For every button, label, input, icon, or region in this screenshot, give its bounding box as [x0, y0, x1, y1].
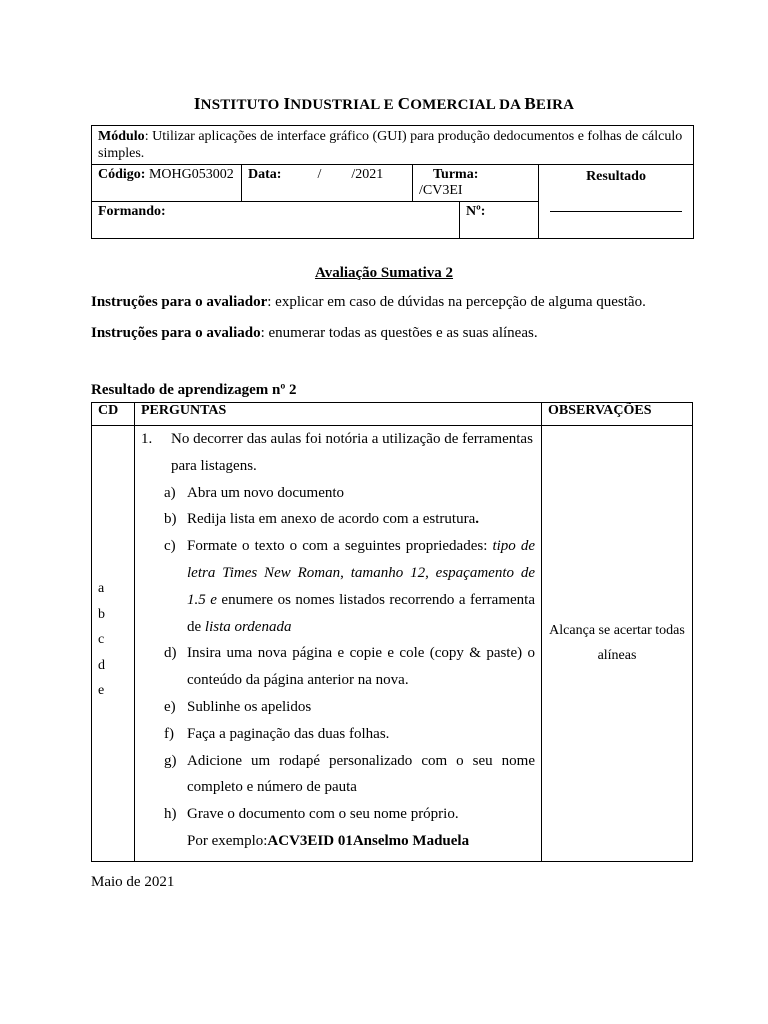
- question-1-cont: para listagens.: [171, 457, 257, 474]
- cd-list: [98, 576, 128, 704]
- resultado-line: [550, 211, 682, 212]
- instructions-evaluator: Instruções para o avaliador: explicar em caso de dúvidas na percepção de alguma questão.: [91, 294, 646, 310]
- sub-item-h: h) Grave o documento com o seu nome próprio.: [164, 806, 459, 823]
- question-list: [141, 426, 535, 855]
- observation-cell: Alcança se acertar todas alíneas: [542, 426, 693, 862]
- questions-body-row: [92, 426, 693, 862]
- module-cell: Módulo: Utilizar aplicações de interface gráfico (GUI) para produção dedocumentos e folhas de cálculo simples.: [92, 126, 694, 165]
- sub-item-f: f) Faça a paginação das duas folhas.: [164, 725, 390, 742]
- questions-cell: [135, 426, 542, 862]
- cd-item: d: [98, 657, 105, 673]
- header-table: [91, 125, 694, 239]
- institute-title: INSTITUTO INDUSTRIAL E COMERCIAL DA BEIRA: [193, 94, 575, 113]
- sub-item-c: c) Formate o texto o com a seguintes propriedades: tipo de letra Times New Roman, tamanho 12, espaçamento de 1.5 e enumere os nomes listados recorrendo a ferramenta de lista ordenada: [164, 538, 535, 635]
- instructions-evaluated: Instruções para o avaliado: enumerar todas as questões e as suas alíneas.: [91, 325, 538, 341]
- sub-item-b: b) Redija lista em anexo de acordo com a estrutura.: [164, 511, 479, 528]
- col-perguntas-header: PERGUNTAS: [135, 403, 542, 426]
- codigo-cell: Código: MOHG053002: [92, 165, 242, 202]
- formando-cell: Formando:: [92, 202, 460, 239]
- assessment-title: Avaliação Sumativa 2: [314, 265, 454, 281]
- sub-item-e: e) Sublinhe os apelidos: [164, 698, 312, 715]
- sub-item-d: d) Insira uma nova página e copie e cole (copy & paste) o conteúdo da página anterior na nova.: [164, 645, 535, 689]
- question-1: 1. No decorrer das aulas foi notória a utilização de ferramentas: [141, 431, 533, 447]
- learning-result-title: Resultado de aprendizagem nº 2: [91, 382, 297, 398]
- resultado-cell: Resultado: [539, 165, 694, 239]
- turma-cell: Turma:/CV3EI: [413, 165, 539, 202]
- example-line: Por exemplo:ACV3EID 01Anselmo Maduela: [187, 832, 470, 849]
- footer-date: Maio de 2021: [91, 874, 175, 890]
- cd-item: e: [98, 683, 105, 698]
- cd-cell: [92, 426, 135, 862]
- col-cd-header: CD: [92, 403, 135, 426]
- cd-item: b: [98, 606, 105, 622]
- cd-item: a: [98, 581, 105, 596]
- numero-cell: Nº:: [460, 202, 539, 239]
- questions-header-row: [92, 403, 693, 426]
- sub-item-g: g) Adicione um rodapé personalizado com o seu nome completo e número de pauta: [164, 752, 535, 796]
- col-observacoes-header: OBSERVAÇÕES: [542, 403, 693, 426]
- sub-item-a: a) Abra um novo documento: [164, 484, 345, 501]
- module-row: [92, 126, 694, 165]
- code-row: [92, 165, 694, 202]
- data-cell: Data: / /2021: [242, 165, 413, 202]
- questions-table: [91, 402, 693, 862]
- cd-item: c: [98, 632, 105, 647]
